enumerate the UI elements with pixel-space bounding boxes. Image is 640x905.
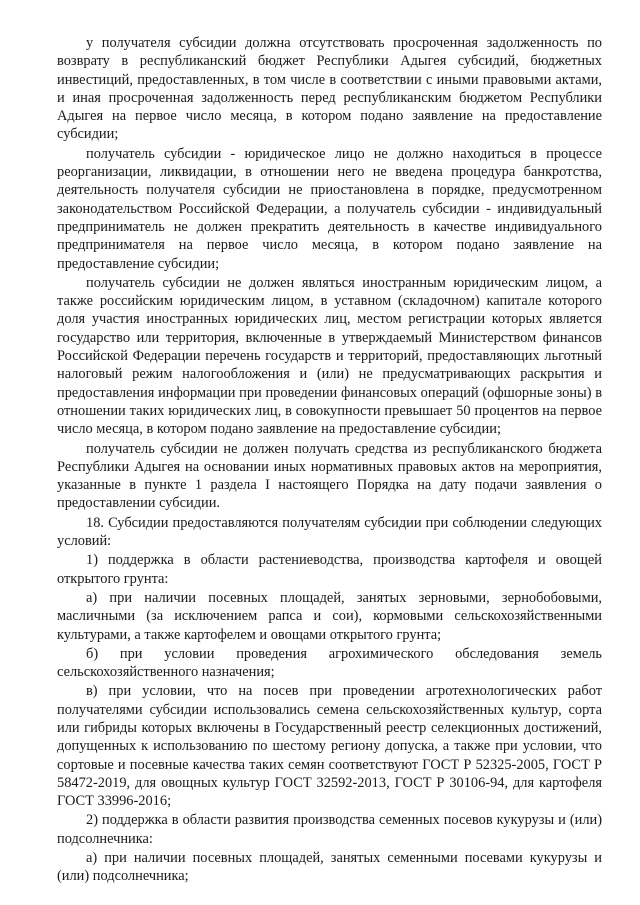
paragraph-subitem-2a: а) при наличии посевных площадей, занятых семенными посевами кукурузы и (или) подсолнечника; — [57, 850, 602, 885]
paragraph-subitem-1: 1) поддержка в области растениеводства, производства картофеля и овощей открытого грунта: — [57, 552, 602, 587]
paragraph-not-foreign-entity: получатель субсидии не должен являться иностранным юридическим лицом, а также российским юридическим лицом, в уставном (складочном) капитале которого доля участия иностранных юридических лиц, местом регистрации которых является государство или территория, включенные в утверждаемый Министерством финансов Российской Федерации перечень государств и территорий, предоставляющих льготный налоговый режим налогообложения и (или) не предусматривающих раскрытия и предоставления информации при проведении финансовых операций (офшорные зоны) в отношении таких юридических лиц, в совокупности превышает 50 процентов на первое число месяца, в котором подано заявление на предоставление субсидии; — [57, 274, 602, 438]
paragraph-subitem-1b: б) при условии проведения агрохимического обследования земель сельскохозяйственного назначения; — [57, 645, 602, 681]
paragraph-item-18: 18. Субсидии предоставляются получателям субсидии при соблюдении следующих условий: — [57, 514, 602, 550]
paragraph-no-reorganization: получатель субсидии - юридическое лицо не должно находиться в процессе реорганизации, ликвидации, в отношении него не введена процедура банкротства, деятельность получателя субсидии не приостановлена в порядке, предусмотренном законодательством Российской Федерации, а получатель субсидии - индивидуальный предприниматель не должен прекратить деятельность в качестве индивидуального предпринимателя на первое число месяца, в котором подано заявление на предоставление субсидии; — [57, 145, 602, 272]
paragraph-no-overdue-debt: у получателя субсидии должна отсутствовать просроченная задолженность по возврату в республиканский бюджет Республики Адыгея субсидий, бюджетных инвестиций, предоставленных, в том числе в соответствии с иными правовыми актами, и иная просроченная задолженность перед республиканским бюджетом Республики Адыгея на первое число месяца, в котором подано заявление на предоставление субсидии; — [57, 35, 602, 143]
paragraph-subitem-1c: в) при условии, что на посев при проведении агротехнологических работ получателями субсидии использовались семена сельскохозяйственных культур, сорта или гибриды которых включены в Государственный реестр селекционных достижений, допущенных к использованию по шестому региону допуска, а также при условии, что сортовые и посевные качества таких семян соответствуют ГОСТ Р 52325-2005, ГОСТ Р 58472-2019, для овощных культур ГОСТ 32592-2013, ГОСТ Р 30106-94, для картофеля ГОСТ 33996-2016; — [57, 683, 602, 810]
paragraph-subitem-1a: а) при наличии посевных площадей, занятых зерновыми, зернобобовыми, масличными (за исключением рапса и сои), кормовыми сельскохозяйственными культурами, а также картофелем и овощами открытого грунта; — [57, 589, 602, 643]
paragraph-subitem-2: 2) поддержка в области развития производства семенных посевов кукурузы и (или) подсолнечника: — [57, 812, 602, 847]
paragraph-no-other-funds: получатель субсидии не должен получать средства из республиканского бюджета Республики Адыгея на основании иных нормативных правовых актов на мероприятия, указанные в пункте 1 раздела I настоящего Порядка на дату подачи заявления о предоставлении субсидии. — [57, 440, 602, 512]
